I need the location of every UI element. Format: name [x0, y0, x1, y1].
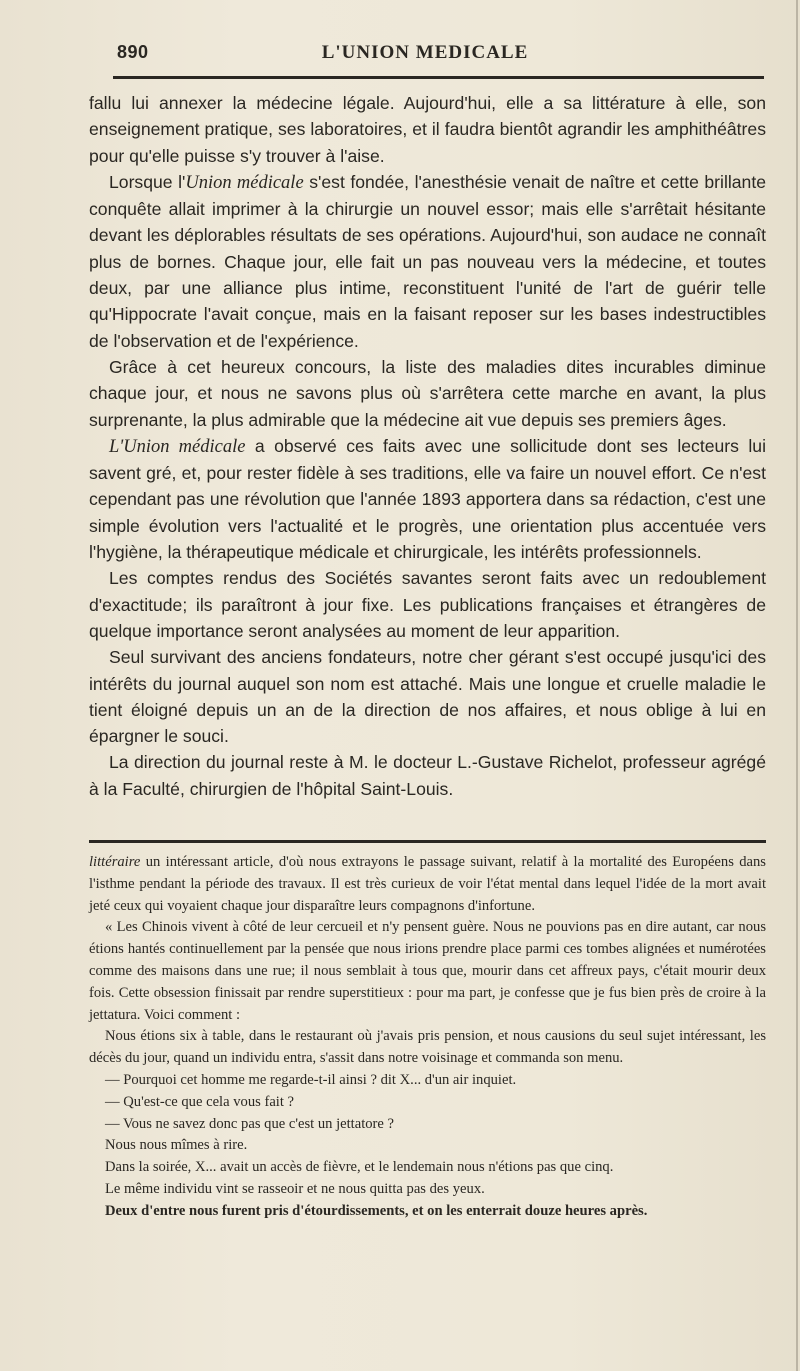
page-number: 890 — [117, 42, 149, 62]
footnote-paragraph-7: Deux d'entre nous furent pris d'étourdissements, et on les enterrait douze heures après. — [105, 1202, 648, 1219]
page-header — [90, 38, 760, 70]
footnote-lead-italic: littéraire — [89, 854, 141, 870]
footnote-paragraph-5: Dans la soirée, X... avait un accès de fièvre, et le lendemain nous n'étions pas que cinq. — [105, 1159, 614, 1176]
header-rule — [113, 76, 764, 79]
paragraph-2 — [89, 169, 766, 354]
paragraph-7: La direction du journal reste à M. le docteur L.-Gustave Richelot, professeur agrégé à la Faculté, chirurgien de l'hôpital Saint-Louis. — [89, 752, 766, 799]
paragraph-2-body: s'est fondée, l'anesthésie venait de naître et cette brillante conquête allait imprimer à la chirurgie un nouvel essor; mais elle s'arrêtait hésitante devant les déplorables résultats de ses opérations. Aujourd'hui, son audace ne connaît plus de bornes. Chaque jour, elle fait un pas nouveau vers la médecine, et toutes deux, par une alliance plus intime, reconstituent l'unité de l'art de guérir telle qu'Hippocrate l'avait conçue, mais en la faisant reposer sur les bases indestructibles de l'observation et de l'expérience. — [89, 171, 767, 351]
paragraph-4 — [89, 433, 766, 565]
footnote — [89, 852, 766, 1223]
running-title: L'UNION MEDICALE — [321, 42, 529, 63]
journal-name-italic-2: Union médicale — [123, 436, 246, 457]
footnote-paragraph-1-body: un intéressant article, d'où nous extrayons le passage suivant, relatif à la mortalité des Européens dans l'isthme pendant la période des travaux. Il est très curieux de voir l'état mental dans lequel l'idée de la mort avait jeté ceux qui voyaient chaque jour disparaître leurs compagnons d'infortune. — [89, 854, 766, 914]
footnote-paragraph-1 — [89, 852, 766, 917]
paragraph-2-lead: Lorsque l' — [109, 171, 186, 192]
paragraph-4-lead: L' — [109, 436, 124, 457]
main-text — [89, 90, 766, 802]
journal-name-italic: Union médicale — [185, 172, 304, 193]
footnote-dialogue-1: — Pourquoi cet homme me regarde-t-il ainsi ? dit X... d'un air inquiet. — [105, 1071, 517, 1088]
footnote-paragraph-4: Nous nous mîmes à rire. — [105, 1137, 248, 1154]
paragraph-3: Grâce à cet heureux concours, la liste des maladies dites incurables diminue chaque jour, et nous ne savons plus où s'arrêtera cette marche en avant, la plus surprenante, la plus admirable que la médecine ait vue depuis ses premiers âges. — [89, 356, 766, 430]
paragraph-4-body: a observé ces faits avec une sollicitude dont ses lecteurs lui savent gré, et, pour rester fidèle à ses traditions, elle va faire un nouvel effort. Ce n'est cependant pas une révolution que l'année 1893 apportera dans sa rédaction, c'est une simple évolution vers l'actualité et le progrès, une orientation plus accentuée vers l'hygiène, la thérapeutique médicale et chirurgicale, les intérêts professionnels. — [89, 435, 766, 563]
footnote-paragraph-6: Le même individu vint se rasseoir et ne nous quitta pas des yeux. — [105, 1180, 485, 1197]
paragraph-1: fallu lui annexer la médecine légale. Aujourd'hui, elle a sa littérature à elle, son enseignement pratique, ses laboratoires, et il faudra bientôt agrandir les amphithéâtres pour qu'elle puisse s'y trouver à l'aise. — [89, 93, 766, 166]
paragraph-5: Les comptes rendus des Sociétés savantes seront faits avec un redoublement d'exactitude; ils paraîtront à jour fixe. Les publications françaises et étrangères de quelque importance seront analysées au moment de leur apparition. — [89, 568, 766, 641]
footnote-rule — [89, 840, 766, 843]
footnote-paragraph-3: Nous étions six à table, dans le restaurant où j'avais pris pension, et nous causions du seul sujet intéressant, les décès du jour, quand un individu entra, s'assit dans notre voisinage et commanda son menu. — [89, 1028, 766, 1067]
page-edge — [796, 0, 798, 1371]
footnote-dialogue-3: — Vous ne savez donc pas que c'est un jettatore ? — [105, 1115, 395, 1132]
paragraph-6: Seul survivant des anciens fondateurs, notre cher gérant s'est occupé jusqu'ici des intérêts du journal auquel son nom est attaché. Mais une longue et cruelle maladie le tient éloigné depuis un an de la direction de nos affaires, et nous oblige à lui en épargner le souci. — [89, 647, 766, 747]
footnote-paragraph-2: « Les Chinois vivent à côté de leur cercueil et n'y pensent guère. Nous ne pouvions pas en dire autant, car nous étions hantés continuellement par la pensée que nous irions prendre place parmi ces tombes alignées et numérotées comme des maisons dans une rue; il nous semblait à tous que, mourir dans cet affreux pays, c'était mourir deux fois. Cette obsession finissait par rendre superstitieux : pour ma part, je confesse que je fus bien près de croire à la jettatura. Voici comment : — [89, 919, 766, 1023]
footnote-dialogue-2: — Qu'est-ce que cela vous fait ? — [105, 1093, 295, 1110]
